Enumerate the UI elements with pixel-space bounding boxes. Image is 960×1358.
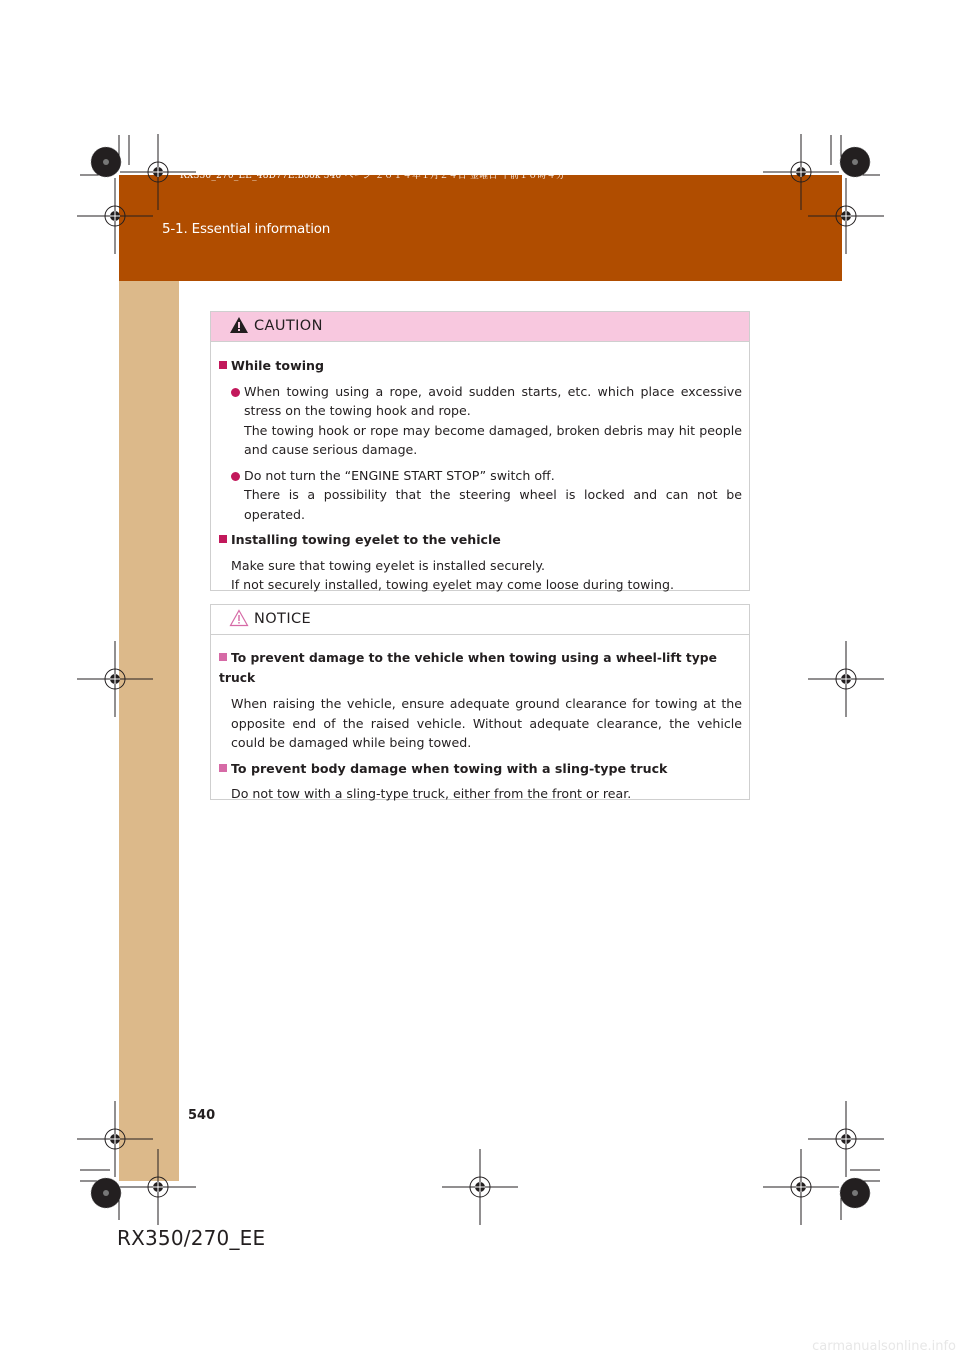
notice-paragraph: Do not tow with a sling-type truck, either from the front or rear. — [231, 786, 632, 801]
circle-bullet-icon — [231, 472, 240, 481]
notice-box — [210, 604, 750, 800]
model-code: RX350/270_EE — [117, 1226, 266, 1250]
notice-label: NOTICE — [254, 611, 312, 627]
caution-paragraph: Make sure that towing eyelet is installed securely. If not securely installed, towing eyelet may come loose during towing. — [231, 557, 674, 592]
caution-box — [210, 311, 750, 591]
caution-header — [211, 312, 749, 342]
caution-bullet: When towing using a rope, avoid sudden starts, etc. which place excessive stress on the towing hook and rope. The towing hook or rope may become damaged, broken debris may hit people and cause serious damage. — [219, 382, 742, 460]
warning-icon — [229, 316, 249, 334]
notice-heading-sling: To prevent body damage when towing with a sling-type truck — [219, 759, 742, 779]
notice-header — [211, 605, 749, 635]
page-number: 540 — [188, 1108, 216, 1123]
square-bullet-icon — [219, 361, 227, 369]
caution-heading-eyelet: Installing towing eyelet to the vehicle — [219, 530, 742, 550]
caution-bullet: Do not turn the “ENGINE START STOP” switch off. There is a possibility that the steering wheel is locked and can not be operated. — [219, 466, 742, 525]
warning-outline-icon — [229, 609, 249, 627]
notice-heading-wheel-lift: To prevent damage to the vehicle when towing using a wheel-lift type truck — [219, 651, 717, 685]
circle-bullet-icon — [231, 388, 240, 397]
caution-heading-towing: While towing — [219, 356, 742, 376]
square-bullet-icon — [219, 535, 227, 543]
book-stamp: RX350_270_EE_48D77E.book 540 ページ ２０１４年１月２４日 金曜日 午前１０時４分 — [180, 171, 566, 181]
section-title: 5-1. Essential information — [162, 221, 331, 237]
square-bullet-icon — [219, 653, 227, 661]
notice-paragraph: When raising the vehicle, ensure adequate ground clearance for towing at the opposite end of the raised vehicle. Without adequate clearance, the vehicle could be damaged while being towed. — [231, 696, 742, 750]
watermark: carmanualsonline.info — [812, 1339, 956, 1354]
caution-label: CAUTION — [254, 318, 323, 334]
square-bullet-icon — [219, 764, 227, 772]
